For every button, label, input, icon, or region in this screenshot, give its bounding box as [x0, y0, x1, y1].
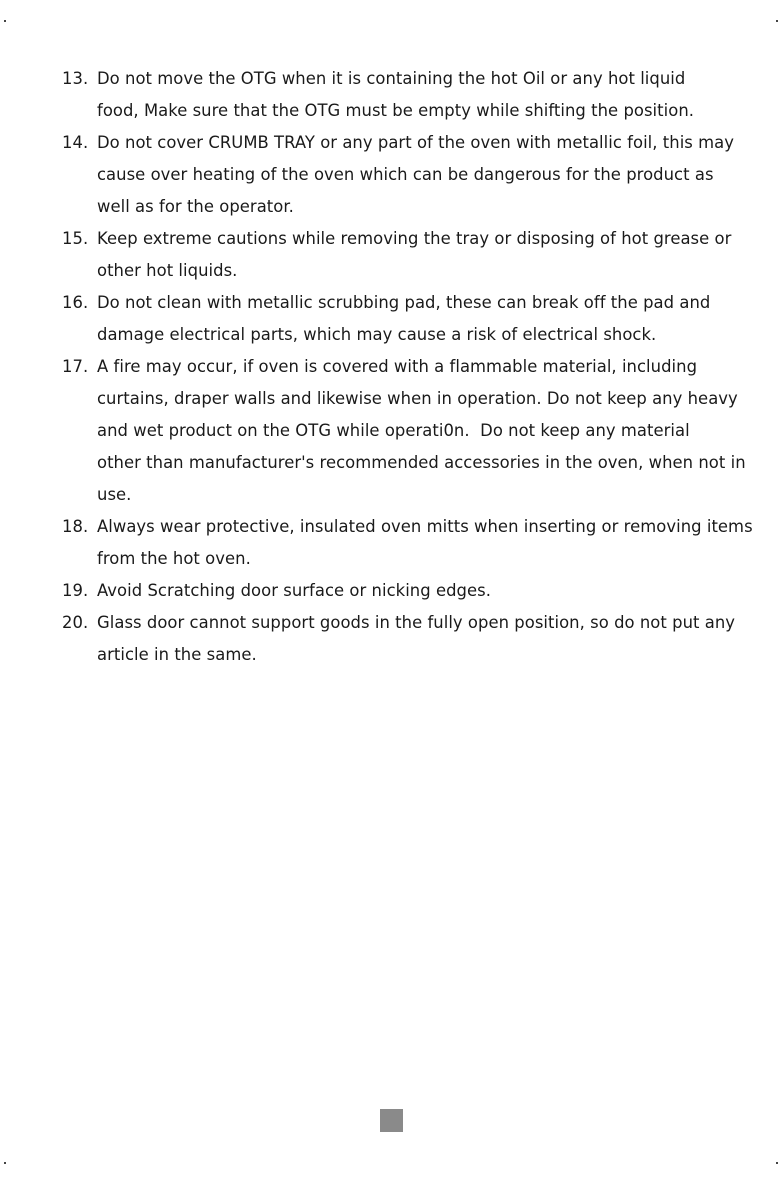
instruction-item — [62, 127, 735, 223]
instruction-line: damage electrical parts, which may cause a risk of electrical shock. — [97, 325, 657, 344]
instruction-line: food, Make sure that the OTG must be empty while shifting the position. — [97, 101, 695, 120]
instruction-number: 16. — [62, 293, 89, 312]
instruction-line: Glass door cannot support goods in the fully open position, so do not put any — [97, 613, 736, 632]
instruction-text — [97, 287, 722, 351]
instruction-text — [97, 511, 753, 575]
instruction-number: 17. — [62, 357, 89, 376]
instruction-text — [97, 223, 731, 287]
page-number-marker — [380, 1109, 403, 1132]
instruction-text — [97, 607, 735, 671]
instruction-number: 14. — [62, 133, 89, 152]
instruction-number: 18. — [62, 517, 89, 536]
instruction-line: cause over heating of the oven which can be dangerous for the product as — [97, 165, 714, 184]
instruction-item — [62, 511, 753, 575]
instruction-line: use. — [97, 485, 132, 504]
instruction-line: well as for the operator. — [97, 197, 294, 216]
instruction-item — [62, 223, 732, 287]
crop-mark-bottom-right — [776, 1162, 778, 1164]
instruction-line: Do not move the OTG when it is containing the hot Oil or any hot liquid — [97, 69, 686, 88]
instruction-line: Keep extreme cautions while removing the tray or disposing of hot grease or — [97, 229, 732, 248]
instruction-text — [97, 351, 746, 511]
instruction-line: Always wear protective, insulated oven mitts when inserting or removing items — [97, 517, 753, 536]
instruction-line: other hot liquids. — [97, 261, 238, 280]
crop-mark-top-right — [776, 20, 778, 22]
instruction-item — [62, 575, 722, 607]
instruction-number: 19. — [62, 581, 89, 600]
crop-mark-top-left — [4, 20, 6, 22]
instruction-number: 20. — [62, 613, 89, 632]
instruction-line: other than manufacturer's recommended accessories in the oven, when not in — [97, 453, 746, 472]
instruction-number: 13. — [62, 69, 89, 88]
instruction-text — [97, 63, 722, 127]
instruction-text — [97, 575, 722, 607]
instruction-text — [97, 127, 734, 223]
instruction-line: from the hot oven. — [97, 549, 251, 568]
instruction-list — [62, 63, 753, 671]
instruction-item — [62, 351, 746, 511]
instruction-line: Do not clean with metallic scrubbing pad, these can break off the pad and — [97, 293, 711, 312]
instruction-item — [62, 607, 736, 671]
crop-mark-bottom-left — [4, 1162, 6, 1164]
instruction-line: curtains, draper walls and likewise when in operation. Do not keep any heavy — [97, 389, 738, 408]
instruction-item — [62, 287, 722, 351]
instruction-line: Avoid Scratching door surface or nicking edges. — [97, 581, 491, 600]
instruction-line: article in the same. — [97, 645, 257, 664]
instruction-item — [62, 63, 722, 127]
instruction-line: Do not cover CRUMB TRAY or any part of the oven with metallic foil, this may — [97, 133, 735, 152]
instruction-number: 15. — [62, 229, 89, 248]
instruction-line: and wet product on the OTG while operati0n. Do not keep any material — [97, 421, 690, 440]
instruction-line: A fire may occur, if oven is covered with a flammable material, including — [97, 357, 698, 376]
